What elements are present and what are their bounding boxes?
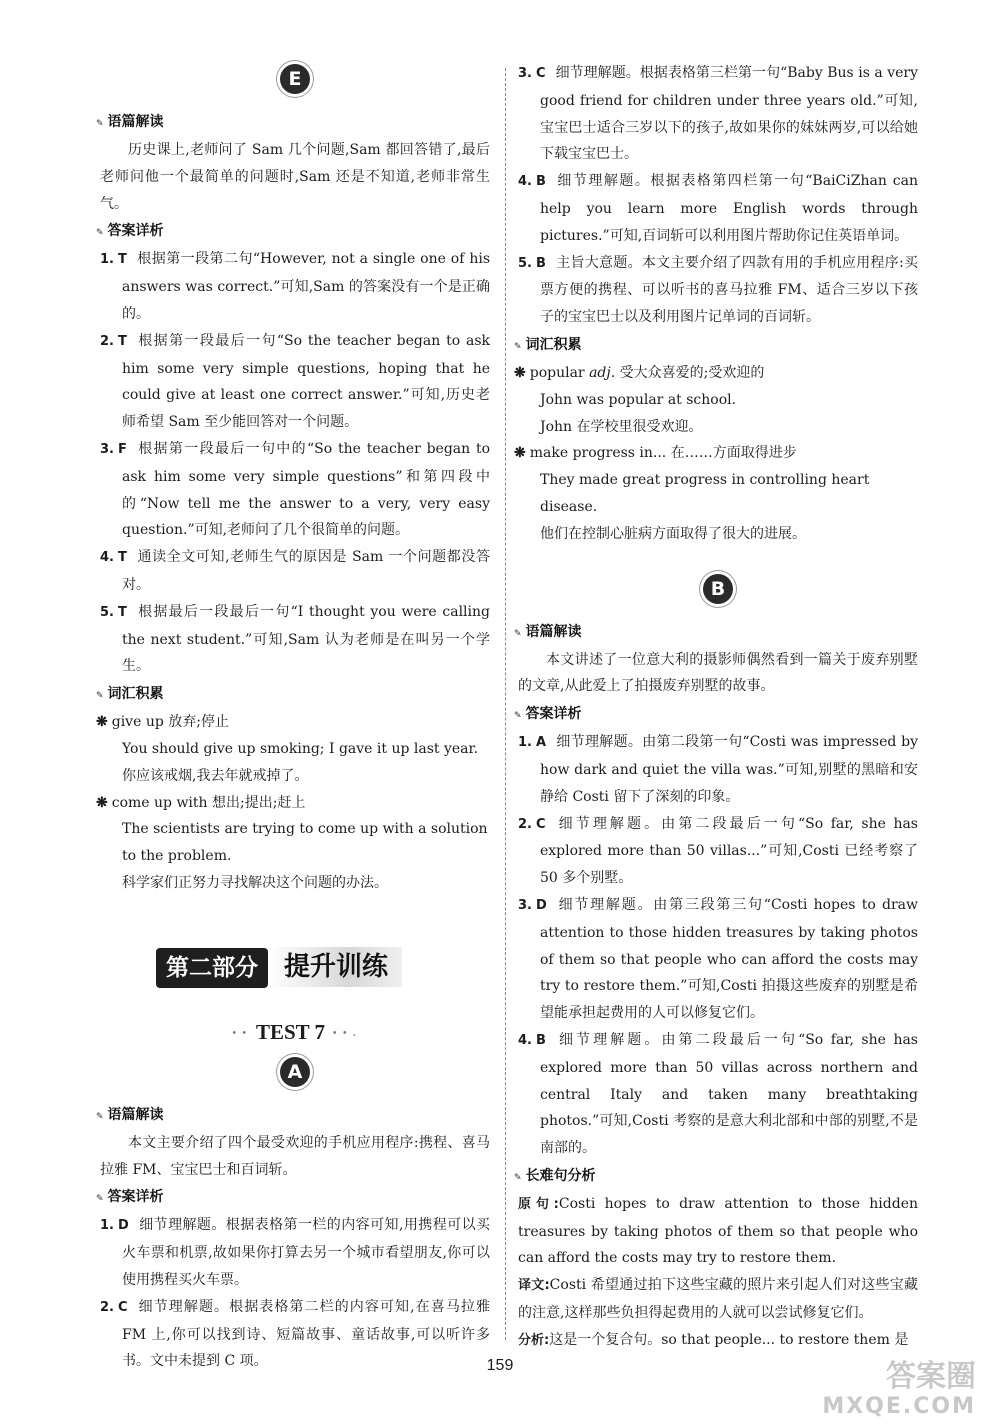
heading-reading: ✎ 语篇解读 — [96, 1103, 490, 1129]
heading-answers: ✎ 答案详析 — [96, 219, 490, 245]
translation: 译文:Costi 希望通过拍下这些宝藏的照片来引起人们对这些宝藏的注意,这样那些负担得起费用的人就可以尝试修复它们。 — [518, 1277, 918, 1322]
answer-item: 4. B 细节理解题。根据表格第四栏第一句“BaiCiZhan can help you learn more English words through pictures.”可知,百词斩可以利用图片帮助你记住英语单词。 — [518, 173, 918, 244]
pencil-icon: ✎ — [514, 341, 522, 352]
vocab-entry: ❋ popular adj. 受大众喜爱的;受欢迎的 John was popular at school. John 在学校里很受欢迎。 — [514, 364, 765, 435]
answer-item: 4. B 细节理解题。由第二段最后一句“So far, she has explored more than 50 villas across northern and central Italy and taken many breathtaking photos.”可知,Costi 考察的是意大利北部和中部的别墅,不是南部的。 — [518, 1031, 918, 1157]
answer-item: 5. T 根据最后一段最后一句“I thought you were calling the next student.”可知,Sam 认为老师是在叫另一个学生。 — [100, 603, 490, 675]
pencil-icon: ✎ — [96, 1111, 104, 1122]
pencil-icon: ✎ — [514, 628, 522, 639]
watermark-logo: 答案圈 MXQE.COM — [822, 1359, 976, 1419]
analysis: 分析:这是一个复合句。so that people... to restore them 是 — [518, 1331, 909, 1348]
a-intro: 本文主要介绍了四个最受欢迎的手机应用程序:携程、喜马拉雅 FM、宝宝巴士和百词斩。 — [100, 1134, 490, 1178]
pencil-icon: ✎ — [514, 711, 522, 722]
part-banner — [156, 943, 490, 991]
left-column — [96, 60, 490, 1375]
star-bullet-icon: ❋ — [514, 445, 526, 462]
e-answer-list — [100, 246, 490, 680]
heading-answers: ✎ 答案详析 — [96, 1185, 490, 1211]
answer-item: 2. C 细节理解题。根据表格第二栏的内容可知,在喜马拉雅 FM 上,你可以找到诗、短篇故事、童话故事,可以听许多书。文中未提到 C 项。 — [100, 1298, 490, 1370]
star-bullet-icon: ❋ — [514, 364, 526, 381]
answer-item: 1. A 细节理解题。由第二段第一句“Costi was impressed by how dark and quiet the villa was.”可知,别墅的黑暗和安静给 Costi 留下了深刻的印象。 — [518, 734, 918, 805]
answer-item: 1. D 细节理解题。根据表格第一栏的内容可知,用携程可以买火车票和机票,故如果你打算去另一个城市看望朋友,你可以使用携程买火车票。 — [100, 1217, 490, 1288]
pencil-icon: ✎ — [96, 1194, 104, 1205]
part-number: 第二部分 — [156, 948, 268, 988]
vocab-entry: ❋ give up 放弃;停止 You should give up smoking; I gave it up last year. 你应该戒烟,我去年就戒掉了。 — [96, 714, 479, 784]
heading-reading: ✎ 语篇解读 — [96, 110, 490, 136]
page-number: 159 — [486, 1357, 514, 1374]
b-intro: 本文讲述了一位意大利的摄影师偶然看到一篇关于废弃别墅的文章,从此爱上了拍摄废弃别墅的故事。 — [518, 651, 918, 695]
answer-item: 2. C 细节理解题。由第二段最后一句“So far, she has explored more than 50 villas...”可知,Costi 已经考察了 50 多个别墅。 — [518, 815, 918, 887]
answer-item: 3. C 细节理解题。根据表格第三栏第一句“Baby Bus is a very good friend for children under three years old.”可知,宝宝巴士适合三岁以下的孩子,故如果你的妹妹两岁,可以给她下载宝宝巴士。 — [518, 65, 918, 163]
original-sentence: 原句:Costi hopes to draw attention to those hidden treasures by taking photos of them so that people who can afford the costs may try to restore them. — [518, 1195, 918, 1267]
star-bullet-icon: ❋ — [96, 794, 108, 811]
heading-vocab: ✎ 词汇积累 — [96, 682, 490, 708]
section-badge-b: B — [703, 574, 733, 604]
part-title: 提升训练 — [268, 947, 402, 987]
answer-item: 2. T 根据第一段最后一句“So the teacher began to ask him some very simple questions, hoping that he could give at least one correct answer.”可知,历史老师希望 Sam 至少能回答对一个问题。 — [100, 332, 490, 431]
answer-item: 3. D 细节理解题。由第三段第三句“Costi hopes to draw attention to those hidden treasures by taking photos of them so that people who can afford the costs may try to restore them.”可知,Costi 拍摄这些废弃的别墅是希望能承担起费用的人可以修复它们。 — [518, 896, 918, 1022]
star-bullet-icon: ❋ — [96, 714, 108, 731]
section-badge-a: A — [280, 1057, 310, 1087]
answer-item: 5. B 主旨大意题。本文主要介绍了四款有用的手机应用程序:买票方便的携程、可以听书的喜马拉雅 FM、适合三岁以下孩子的宝宝巴士以及利用图片记单词的百词斩。 — [518, 254, 918, 326]
e-intro: 历史课上,老师问了 Sam 几个问题,Sam 都回答错了,最后老师问他一个最简单的问题时,Sam 还是不知道,老师非常生气。 — [100, 142, 490, 212]
vocab-entry: ❋ make progress in... 在……方面取得进步 They made great progress in controlling heart disease. 他们在控制心脏病方面取得了很大的进展。 — [514, 445, 870, 542]
heading-vocab: ✎ 词汇积累 — [514, 333, 918, 359]
heading-long-sentence: ✎ 长难句分析 — [514, 1164, 918, 1190]
answer-item: 4. T 通读全文可知,老师生气的原因是 Sam 一个问题都没答对。 — [100, 549, 490, 593]
right-column — [514, 60, 918, 1355]
heading-answers: ✎ 答案详析 — [514, 702, 918, 728]
answer-item: 1. T 根据第一段第二句“However, not a single one of his answers was correct.”可知,Sam 的答案没有一个是正确的。 — [100, 251, 490, 322]
pencil-icon: ✎ — [96, 119, 104, 129]
answer-item: 3. F 根据第一段最后一句中的“So the teacher began to ask him some very simple questions”和第四段中的“Now tell me the answer to a very, very easy question.”可知,老师问了几个很简单的问题。 — [100, 440, 490, 539]
heading-reading: ✎ 语篇解读 — [514, 620, 918, 646]
column-divider — [505, 68, 506, 1340]
pencil-icon: ✎ — [96, 691, 104, 702]
pencil-icon: ✎ — [514, 1172, 522, 1183]
pencil-icon: ✎ — [96, 228, 104, 239]
test-title: • • TEST 7 • • . — [232, 1019, 358, 1044]
vocab-entry: ❋ come up with 想出;提出;赶上 The scientists are trying to come up with a solution to the problem. 科学家们正努力寻找解决这个问题的办法。 — [96, 794, 488, 891]
section-badge-e: E — [280, 64, 310, 94]
